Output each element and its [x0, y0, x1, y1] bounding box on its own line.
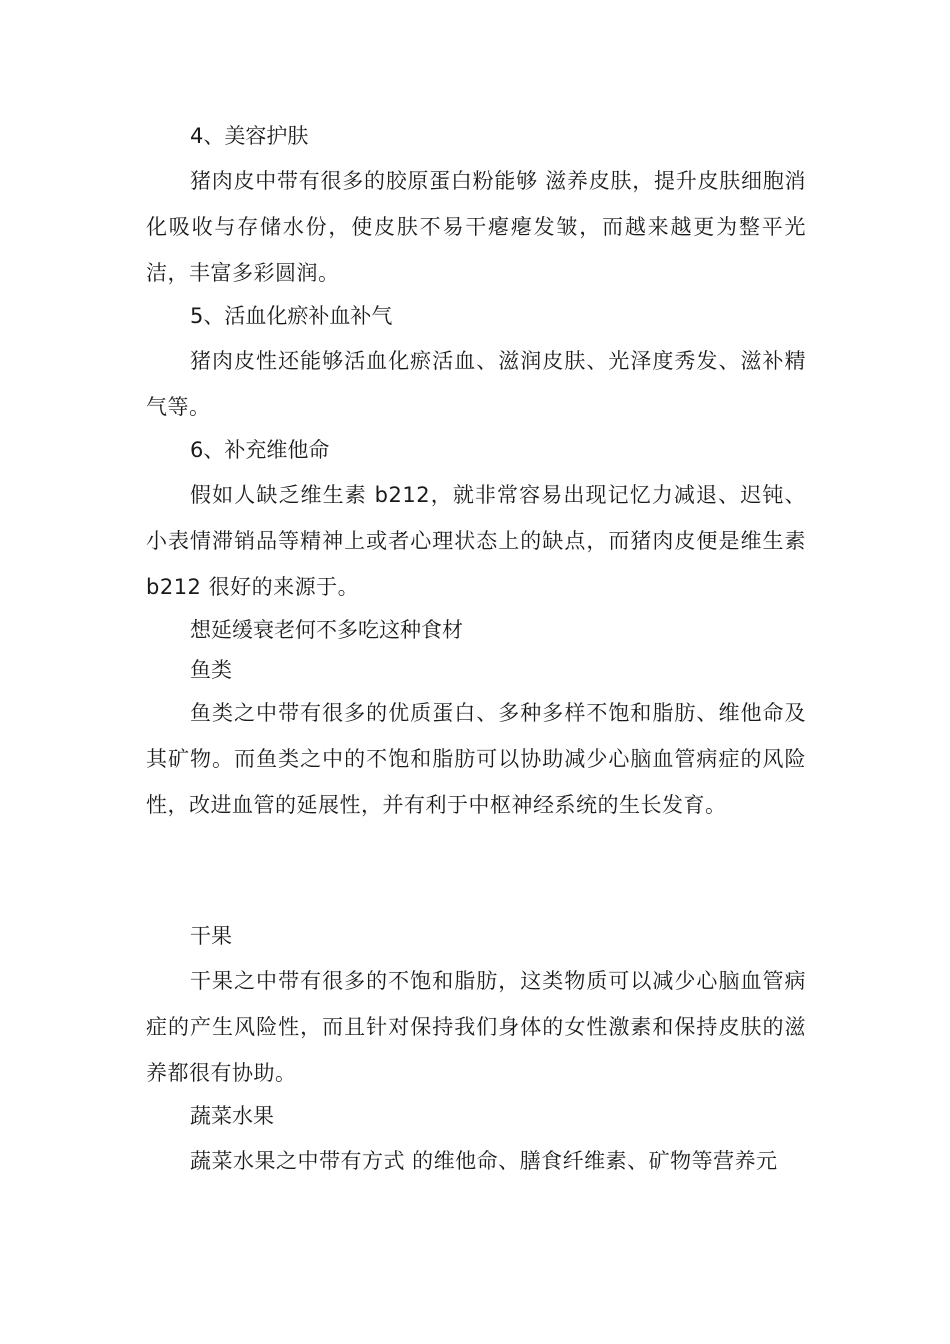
paragraph-fruits-vegetables: 蔬菜水果之中带有方式 的维他命、膳食纤维素、矿物等营养元: [190, 1149, 778, 1173]
document-body: [146, 116, 806, 1184]
heading-blood-circulation: 5、活血化瘀补血补气: [190, 304, 393, 328]
paragraph-blood-circulation: 猪肉皮性还能够活血化瘀活血、滋润皮肤、光泽度秀发、滋补精气等。: [146, 349, 806, 419]
paragraph-beauty-skincare: 猪肉皮中带有很多的胶原蛋白粉能够 滋养皮肤，提升皮肤细胞消化吸收与存储水份，使皮肤不易干瘪瘪发皱，而越来越更为整平光洁，丰富多彩圆润。: [146, 169, 806, 285]
heading-anti-aging-foods: 想延缓衰老何不多吃这种食材: [190, 618, 463, 642]
paragraph-fish: 鱼类之中带有很多的优质蛋白、多种多样不饱和脂肪、维他命及其矿物。而鱼类之中的不饱和脂肪可以协助减少心脑血管病症的风险性，改进血管的延展性，并有利于中枢神经系统的生长发育。: [146, 701, 806, 817]
paragraph-vitamin: 假如人缺乏维生素 b212，就非常容易出现记忆力减退、迟钝、小表情滞销品等精神上或者心理状态上的缺点，而猪肉皮便是维生素 b212 很好的来源于。: [146, 483, 806, 599]
heading-fruits-vegetables: 蔬菜水果: [190, 1104, 274, 1128]
heading-vitamin: 6、补充维他命: [190, 438, 330, 462]
heading-beauty-skincare: 4、美容护肤: [190, 124, 309, 148]
paragraph-nuts: 干果之中带有很多的不饱和脂肪，这类物质可以减少心脑血管病症的产生风险性，而且针对保持我们身体的女性激素和保持皮肤的滋养都很有协助。: [146, 969, 806, 1085]
heading-fish: 鱼类: [190, 658, 232, 682]
heading-nuts: 干果: [190, 924, 232, 948]
